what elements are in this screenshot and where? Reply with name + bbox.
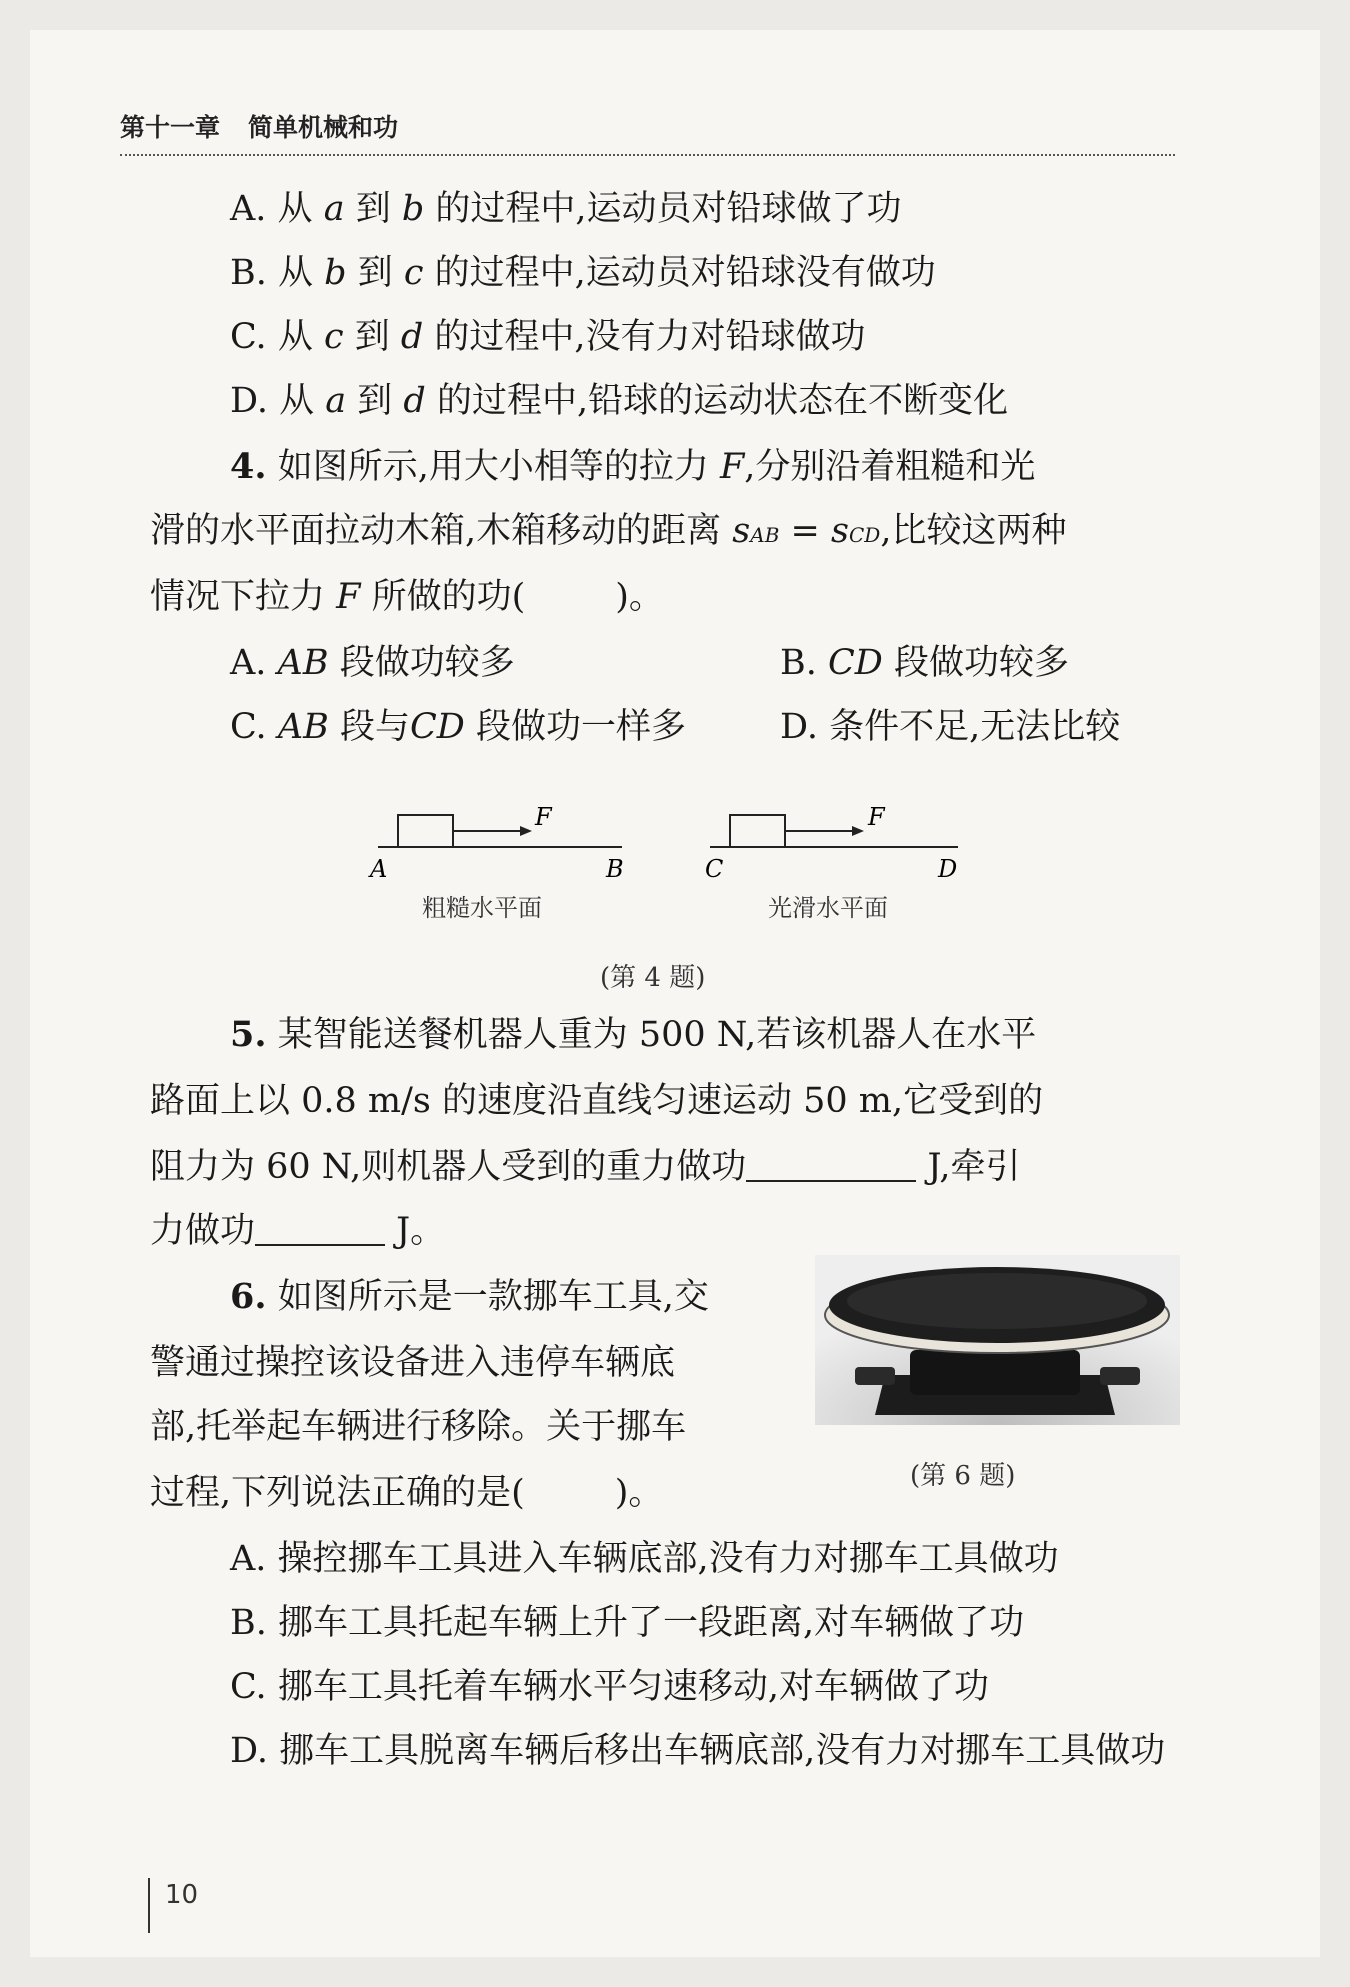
label-d: D: [938, 855, 958, 883]
q3-option-b: B. 从 b 到 c 的过程中,运动员对铅球没有做功: [230, 253, 936, 293]
wooden-box-rough: [398, 815, 453, 847]
q6-option-c: C. 挪车工具托着车辆水平匀速移动,对车辆做了功: [230, 1667, 989, 1707]
q6-option-b: B. 挪车工具托起车辆上升了一段距离,对车辆做了功: [230, 1603, 1025, 1643]
q4-option-b: B. CD 段做功较多: [780, 643, 1069, 683]
label-a: A: [370, 855, 388, 883]
q6-line2: 警通过操控该设备进入违停车辆底: [150, 1343, 676, 1383]
label-f-right: F: [868, 803, 885, 831]
q6-option-d: D. 挪车工具脱离车辆后移出车辆底部,没有力对挪车工具做功: [230, 1731, 1166, 1771]
chapter-number: 第十一章: [120, 113, 221, 142]
q5-number: 5.: [230, 1014, 267, 1055]
label-b: B: [606, 855, 624, 883]
q3-option-a: A. 从 a 到 b 的过程中,运动员对铅球做了功: [230, 189, 902, 229]
force-arrow-rough: [520, 826, 532, 836]
q5-line4: 力做功 J。: [150, 1211, 446, 1251]
q4-stem-line3: 情况下拉力 F 所做的功( )。: [150, 577, 664, 617]
q6-line1: 6. 如图所示是一款挪车工具,交: [230, 1276, 709, 1317]
q3-option-c: C. 从 c 到 d 的过程中,没有力对铅球做功: [230, 317, 866, 357]
q4-caption: (第 4 题): [600, 963, 706, 993]
q4-option-a: A. AB 段做功较多: [230, 643, 515, 683]
chapter-title: 简单机械和功: [248, 113, 399, 142]
q4-option-c: C. AB 段与CD 段做功一样多: [230, 707, 686, 747]
wooden-box-smooth: [730, 815, 785, 847]
q6-caption: (第 6 题): [910, 1461, 1016, 1491]
q4-number: 4.: [230, 446, 267, 487]
q6-line3: 部,托举起车辆进行移除。关于挪车: [150, 1407, 687, 1447]
page-number-rule: [148, 1878, 150, 1933]
q6-line4: 过程,下列说法正确的是( )。: [150, 1473, 664, 1513]
page-number: 10: [165, 1880, 199, 1910]
q4-option-d: D. 条件不足,无法比较: [780, 707, 1121, 747]
force-arrow-smooth: [852, 826, 864, 836]
smooth-surface-diagram: [705, 803, 958, 883]
car-mover-photo: [815, 1255, 1180, 1425]
rough-surface-label: 粗糙水平面: [422, 894, 542, 922]
smooth-surface-label: 光滑水平面: [768, 894, 888, 922]
running-header: [120, 108, 1175, 156]
q6-option-a: A. 操控挪车工具进入车辆底部,没有力对挪车工具做功: [230, 1539, 1059, 1579]
q5-blank-2: [255, 1214, 385, 1246]
label-c: C: [705, 855, 724, 883]
q4-figure: [360, 795, 980, 885]
rough-surface-diagram: [368, 803, 624, 883]
q4-stem-line2: 滑的水平面拉动木箱,木箱移动的距离 sAB = sCD,比较这两种: [150, 511, 1067, 551]
q5-line3: 阻力为 60 N,则机器人受到的重力做功 J,牵引: [150, 1147, 1021, 1187]
q5-blank-1: [746, 1150, 916, 1182]
q3-option-d: D. 从 a 到 d 的过程中,铅球的运动状态在不断变化: [230, 381, 1009, 421]
q5-line2: 路面上以 0.8 m/s 的速度沿直线匀速运动 50 m,它受到的: [150, 1081, 1044, 1121]
q5-line1: 5. 某智能送餐机器人重为 500 N,若该机器人在水平: [230, 1014, 1037, 1055]
label-f-left: F: [535, 803, 552, 831]
q4-stem-line1: 4. 如图所示,用大小相等的拉力 F,分别沿着粗糙和光: [230, 446, 1036, 487]
q6-number: 6.: [230, 1276, 267, 1317]
